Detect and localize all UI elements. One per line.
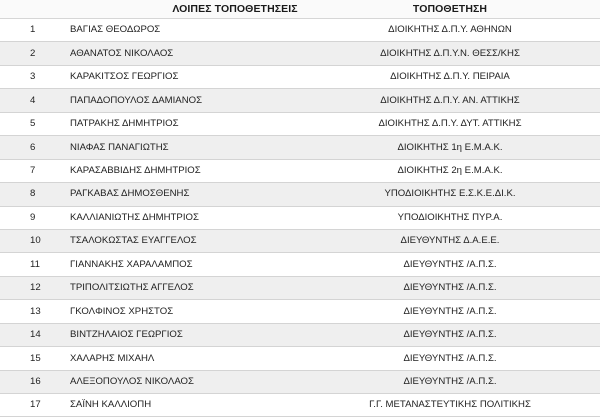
row-number: 2: [0, 42, 70, 65]
row-placement: ΔΙΟΙΚΗΤΗΣ Δ.Π.Υ.Ν. ΘΕΣΣ/ΚΗΣ: [300, 42, 600, 65]
row-placement: ΔΙΟΙΚΗΤΗΣ Δ.Π.Υ. ΔΥΤ. ΑΤΤΙΚΗΣ: [300, 112, 600, 135]
table-row: [0, 370, 600, 393]
row-number: 13: [0, 300, 70, 323]
row-number: 10: [0, 229, 70, 252]
row-number: 8: [0, 183, 70, 206]
row-placement: ΔΙΟΙΚΗΤΗΣ Δ.Π.Υ. ΠΕΙΡΑΙΑ: [300, 65, 600, 88]
header-row: [0, 0, 600, 19]
row-person-name: ΤΣΑΛΟΚΩΣΤΑΣ ΕΥΑΓΓΕΛΟΣ: [70, 229, 300, 252]
row-placement: ΔΙΕΥΘΥΝΤΗΣ /Α.Π.Σ.: [300, 253, 600, 276]
table-row: [0, 323, 600, 346]
row-placement: ΔΙΕΥΘΥΝΤΗΣ /Α.Π.Σ.: [300, 323, 600, 346]
row-person-name: ΤΡΙΠΟΛΙΤΣΙΩΤΗΣ ΑΓΓΕΛΟΣ: [70, 276, 300, 299]
row-person-name: ΑΘΑΝΑΤΟΣ ΝΙΚΟΛΑΟΣ: [70, 42, 300, 65]
row-number: 17: [0, 394, 70, 417]
table-row: [0, 136, 600, 159]
row-person-name: ΝΙΑΦΑΣ ΠΑΝΑΓΙΩΤΗΣ: [70, 136, 300, 159]
row-person-name: ΒΙΝΤΖΗΛΑΙΟΣ ΓΕΩΡΓΙΟΣ: [70, 323, 300, 346]
row-placement: ΔΙΕΥΘΥΝΤΗΣ /Α.Π.Σ.: [300, 276, 600, 299]
row-number: 6: [0, 136, 70, 159]
row-person-name: ΡΑΓΚΑΒΑΣ ΔΗΜΟΣΘΕΝΗΣ: [70, 183, 300, 206]
row-placement: ΥΠΟΔΙΟΙΚΗΤΗΣ ΠΥΡ.Α.: [300, 206, 600, 229]
row-number: 5: [0, 112, 70, 135]
row-number: 9: [0, 206, 70, 229]
row-person-name: ΧΑΛΑΡΗΣ ΜΙΧΑΗΛ: [70, 347, 300, 370]
table-row: [0, 229, 600, 252]
row-number: 7: [0, 159, 70, 182]
row-person-name: ΠΑΠΑΔΟΠΟΥΛΟΣ ΔΑΜΙΑΝΟΣ: [70, 89, 300, 112]
table-row: [0, 276, 600, 299]
table-row: [0, 300, 600, 323]
row-placement: ΔΙΕΥΘΥΝΤΗΣ /Α.Π.Σ.: [300, 300, 600, 323]
header-number: [0, 0, 70, 19]
row-person-name: ΑΛΕΞΟΠΟΥΛΟΣ ΝΙΚΟΛΑΟΣ: [70, 370, 300, 393]
row-person-name: ΚΑΡΑΣΑΒΒΙΔΗΣ ΔΗΜΗΤΡΙΟΣ: [70, 159, 300, 182]
row-placement: ΔΙΟΙΚΗΤΗΣ 1η Ε.Μ.Α.Κ.: [300, 136, 600, 159]
row-person-name: ΚΑΡΑΚΙΤΣΟΣ ΓΕΩΡΓΙΟΣ: [70, 65, 300, 88]
row-number: 11: [0, 253, 70, 276]
table-row: [0, 89, 600, 112]
table-row: [0, 394, 600, 417]
table-row: [0, 347, 600, 370]
row-person-name: ΚΑΛΛΙΑΝΙΩΤΗΣ ΔΗΜΗΤΡΙΟΣ: [70, 206, 300, 229]
row-number: 15: [0, 347, 70, 370]
row-number: 4: [0, 89, 70, 112]
table-row: [0, 206, 600, 229]
table-row: [0, 42, 600, 65]
row-placement: ΔΙΟΙΚΗΤΗΣ Δ.Π.Υ. ΑΝ. ΑΤΤΙΚΗΣ: [300, 89, 600, 112]
row-person-name: ΠΑΤΡΑΚΗΣ ΔΗΜΗΤΡΙΟΣ: [70, 112, 300, 135]
table-row: [0, 112, 600, 135]
table-row: [0, 159, 600, 182]
row-placement: Γ.Γ. ΜΕΤΑΝΑΣΤΕΥΤΙΚΗΣ ΠΟΛΙΤΙΚΗΣ: [300, 394, 600, 417]
header-other-placements: [70, 0, 300, 19]
row-number: 1: [0, 19, 70, 42]
table-row: [0, 65, 600, 88]
table-row: [0, 19, 600, 42]
row-placement: ΥΠΟΔΙΟΙΚΗΤΗΣ Ε.Σ.Κ.Ε.ΔΙ.Κ.: [300, 183, 600, 206]
row-number: 3: [0, 65, 70, 88]
row-placement: ΔΙΕΥΘΥΝΤΗΣ /Α.Π.Σ.: [300, 347, 600, 370]
row-person-name: ΣΑΪΝΗ ΚΑΛΛΙΟΠΗ: [70, 394, 300, 417]
row-placement: ΔΙΟΙΚΗΤΗΣ 2η Ε.Μ.Α.Κ.: [300, 159, 600, 182]
row-number: 12: [0, 276, 70, 299]
row-placement: ΔΙΕΥΘΥΝΤΗΣ /Α.Π.Σ.: [300, 370, 600, 393]
row-placement: ΔΙΟΙΚΗΤΗΣ Δ.Π.Υ. ΑΘΗΝΩΝ: [300, 19, 600, 42]
table-row: [0, 253, 600, 276]
row-placement: ΔΙΕΥΘΥΝΤΗΣ Δ.Α.Ε.Ε.: [300, 229, 600, 252]
table-row: [0, 183, 600, 206]
row-person-name: ΓΙΑΝΝΑΚΗΣ ΧΑΡΑΛΑΜΠΟΣ: [70, 253, 300, 276]
table-header: [0, 0, 600, 19]
row-number: 14: [0, 323, 70, 346]
row-person-name: ΓΚΟΛΦΙΝΟΣ ΧΡΗΣΤΟΣ: [70, 300, 300, 323]
header-placement: ΤΟΠΟΘΕΤΗΣΗ: [300, 0, 600, 19]
table-body: [0, 19, 600, 417]
header-other-placements-label: ΛΟΙΠΕΣ ΤΟΠΟΘΕΤΗΣΕΙΣ: [172, 3, 298, 15]
row-number: 16: [0, 370, 70, 393]
row-person-name: ΒΑΓΙΑΣ ΘΕΟΔΩΡΟΣ: [70, 19, 300, 42]
